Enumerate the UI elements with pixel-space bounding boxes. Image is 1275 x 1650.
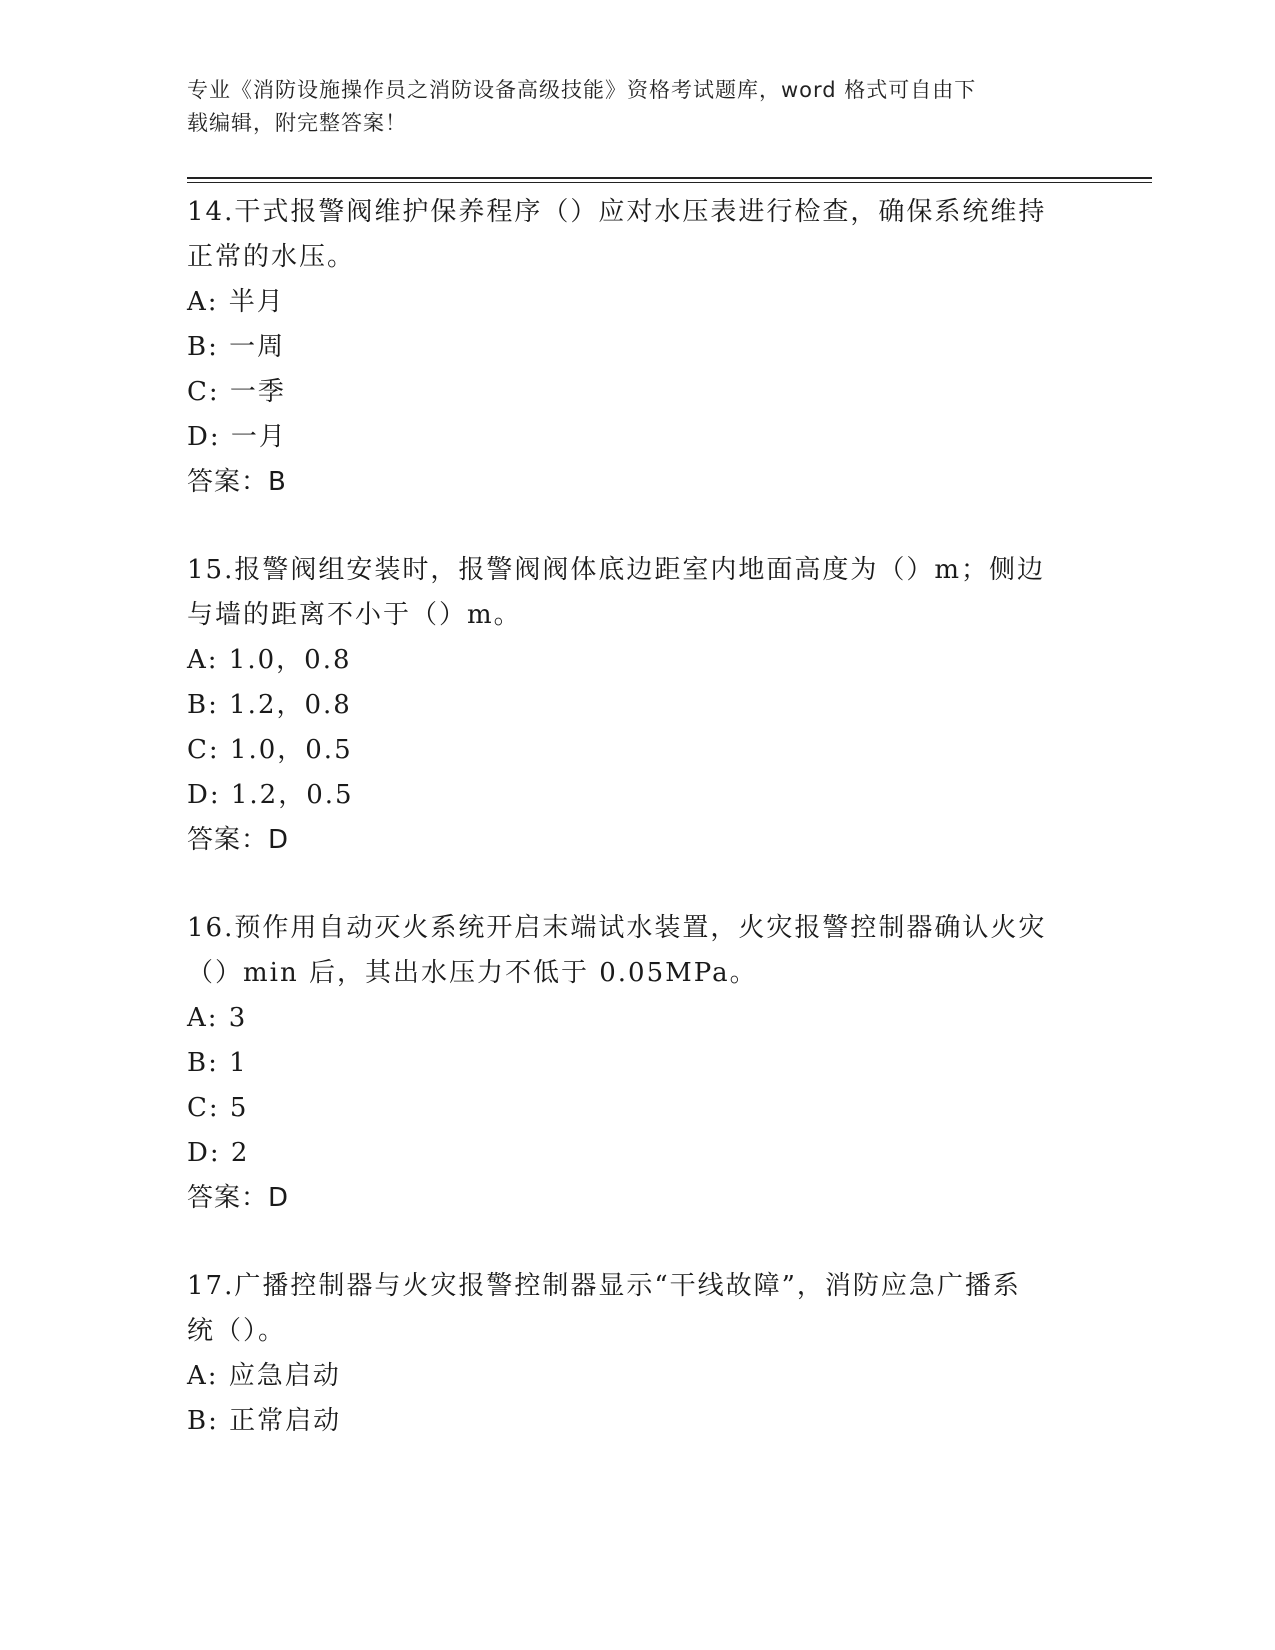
option-list [187,1354,1087,1444]
option-b: B: 1.2，0.8 [187,690,352,720]
option-c: C: 5 [187,1093,249,1123]
option-list [187,638,1087,818]
question-stem-line: 17.广播控制器与火灾报警控制器显示“干线故障”，消防应急广播系 [187,1271,1021,1301]
option-list [187,996,1087,1176]
option-a: A: 3 [187,1003,248,1033]
header-line-1: 专业《消防设施操作员之消防设备高级技能》资格考试题库，word 格式可自由下 [187,78,977,102]
question-stem-line: 14.干式报警阀维护保养程序（）应对水压表进行检查，确保系统维持 [187,197,1047,227]
question-list [187,190,1087,1487]
header-line-2: 载编辑，附完整答案！ [187,111,407,135]
option-a: A: 应急启动 [187,1361,341,1391]
question-16 [187,906,1087,1221]
question-15 [187,548,1087,863]
option-c: C: 1.0，0.5 [187,735,353,765]
question-14 [187,190,1087,505]
answer-label: 答案：D [187,825,290,855]
answer-label: 答案：B [187,467,287,497]
question-stem [187,548,1087,638]
option-a: A: 1.0，0.8 [187,645,352,675]
question-stem [187,906,1087,996]
answer-label: 答案：D [187,1183,290,1213]
question-stem-line: 统（）。 [187,1316,287,1346]
option-b: B: 一周 [187,332,286,362]
option-d: D: 1.2，0.5 [187,780,354,810]
option-d: D: 2 [187,1138,250,1168]
question-17 [187,1264,1087,1444]
option-b: B: 1 [187,1048,248,1078]
option-b: B: 正常启动 [187,1406,342,1436]
question-stem [187,190,1087,280]
question-stem-line: （）min 后，其出水压力不低于 0.05MPa。 [187,958,758,988]
question-stem-line: 正常的水压。 [187,242,356,272]
question-stem-line: 与墙的距离不小于（）m。 [187,600,522,630]
header-divider-thick [187,177,1152,179]
question-stem [187,1264,1087,1354]
option-list [187,280,1087,460]
header-divider-thin [187,182,1152,183]
document-header [187,74,1087,140]
option-a: A: 半月 [187,287,285,317]
option-c: C: 一季 [187,377,286,407]
question-stem-line: 15.报警阀组安装时，报警阀阀体底边距室内地面高度为（）m；侧边 [187,555,1046,585]
option-d: D: 一月 [187,422,287,452]
question-stem-line: 16.预作用自动灭火系统开启末端试水装置，火灾报警控制器确认火灾 [187,913,1047,943]
